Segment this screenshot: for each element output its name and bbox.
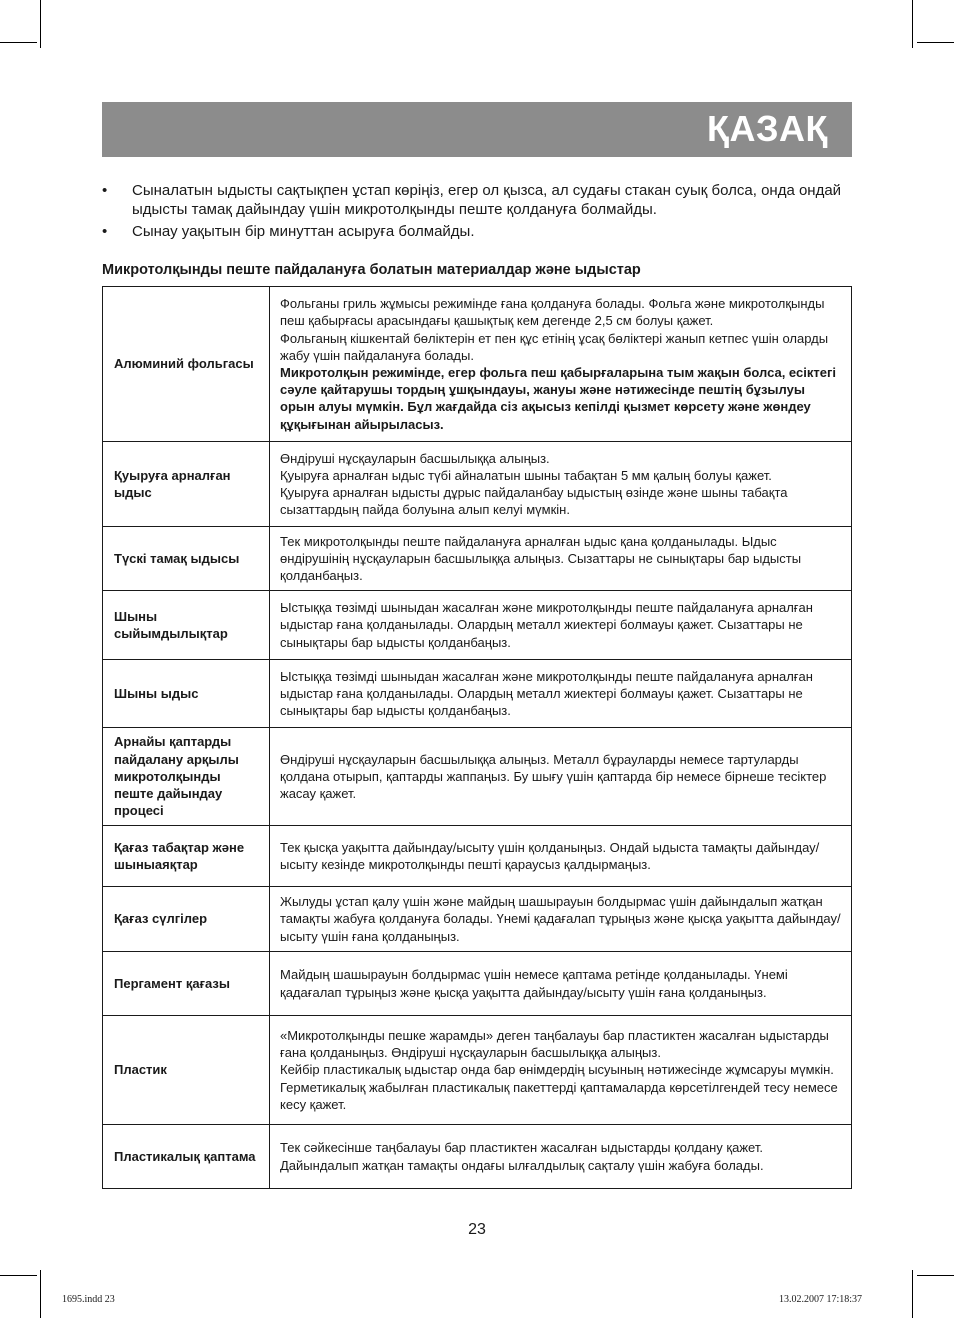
material-description [270,287,852,442]
crop-mark [912,0,913,48]
description-line: «Микротолқынды пешке жарамды» деген таңбалауы бар пластиктен жасалған ыдыстарды ғана қолданыңыз. Өндіруші нұсқауларын басшылыққа алыңыз. [280,1027,829,1061]
material-name: Қағаз сүлгілер [103,887,270,952]
material-name: Алюминий фольгасы [103,287,270,442]
material-description [270,1125,852,1189]
description-line: Ыстыққа төзімді шыныдан жасалған және микротолқынды пеште пайдалануға арналған ыдыстар ғана қолданылады. Олардың металл жиектері болмауы қажет. Сызаттары не сынықтары бар ыдысты қолданбаңыз. [280,600,813,650]
material-name: Пластик [103,1016,270,1125]
crop-mark [917,42,954,43]
table-row [103,442,852,527]
material-name: Қағаз табақтар және шыныаяқтар [103,826,270,887]
description-line: Қуыруға арналған ыдысты дұрыс пайдаланбау ыдыстың өзінде және шыны табақта сызаттардың пайда болуына алып келуі мүмкін. [280,485,788,518]
bullet-item [102,181,842,219]
description-line: Тек сәйкесінше таңбалауы бар пластиктен жасалған ыдыстарды қолдану қажет. Дайындалып жатқан тамақты ондағы ылғалдылық сақталу үшін жабуға болады. [280,1140,764,1173]
slug-file: 1695.indd 23 [62,1294,115,1305]
table-row [103,887,852,952]
description-line: Жылуды ұстап қалу үшін және майдың шашырауын болдырмас үшін дайындалып жатқан тамақты жабуға қолдануға болады. Үнемі қадағалап тұрыңыз және қысқа уақытта дайындау/ысыту үшін ғана қолданыңыз. [280,894,841,944]
materials-table [102,286,852,1189]
description-line: Герметикалық жабылған пластикалық пакеттерді қаптамаларда көрсетілгендей тесу немесе кесу қажет. [280,1079,838,1112]
bullet-text: Сыналатын ыдысты сақтықпен ұстап көріңіз, егер ол қызса, ал судағы стакан суық болса, онда ондай ыдысты тамақ дайындау үшін микротолқынды пеште қолдануға болмайды. [132,182,842,218]
material-description [270,660,852,728]
slug-datetime: 13.02.2007 17:18:37 [779,1294,863,1305]
description-line: Ыстыққа төзімді шыныдан жасалған және микротолқынды пеште пайдалануға арналған ыдыстар ғана қолданылады. Олардың металл жиектері болмауы қажет. Сызаттары не сынықтары бар ыдысты қолданбаңыз. [280,668,813,719]
bullet-mark: • [102,182,108,199]
section-heading: Микротолқынды пеште пайдалануға болатын материалдар және ыдыстар [102,262,641,278]
table-row [103,591,852,660]
page-number: 23 [468,1221,486,1238]
material-description [270,1016,852,1125]
language-title: ҚАЗАҚ [707,108,828,149]
description-line: Тек қысқа уақытта дайындау/ысыту үшін қолданыңыз. Ондай ыдыста тамақты дайындау/ысыту кезінде микротолқынды пешті қараусыз қалдырмаңыз. [280,839,820,872]
material-name: Түскі тамақ ыдысы [103,527,270,591]
bullet-item [102,222,842,241]
material-description [270,826,852,887]
bullet-list [102,181,842,244]
table-row [103,826,852,887]
materials-table-body [103,287,852,1189]
crop-mark [40,1270,41,1318]
description-line: Фольганың кішкентай бөліктерін ет пен құс етінің ұсақ бөліктері жанып кетпес үшін оларды жабу үшін пайдалануға болады. [280,330,829,363]
material-name: Пергамент қағазы [103,952,270,1016]
description-line: Тек микротолқынды пеште пайдалануға арналған ыдыс қана қолданылады. Ыдыс өндірушінің нұсқауларын басшылыққа алыңыз. Сызаттары не сынықтары бар ыдысты қолданбаңыз. [280,533,802,584]
material-description [270,591,852,660]
description-line: Фольганы гриль жұмысы режимінде ғана қолдануға болады. Фольга және микротолқынды пеш қабырғасы арасындағы қашықтық кем дегенде 2,5 см болуы қажет. [280,296,825,329]
crop-mark [0,42,37,43]
material-name: Пластикалық қаптама [103,1125,270,1189]
material-name: Шыны сыйымдылықтар [103,591,270,660]
material-description [270,527,852,591]
table-row [103,527,852,591]
description-line: Өндіруші нұсқауларын басшылыққа алыңыз. Металл бұрауларды немесе тартуларды қолдана отырып, қаптарды жаппаңыз. Бу шығу үшін қаптарда бір немесе бірнеше тесіктер жасау қажет. [280,751,827,802]
table-row [103,952,852,1016]
table-row [103,1016,852,1125]
material-description [270,728,852,826]
table-row [103,287,852,442]
table-row [103,1125,852,1189]
table-row [103,660,852,728]
description-line: Өндіруші нұсқауларын басшылыққа алыңыз. [280,450,550,466]
material-description [270,442,852,527]
crop-mark [917,1275,954,1276]
bullet-mark: • [102,223,108,240]
material-name: Қуыруға арналған ыдыс [103,442,270,527]
description-line: Кейбір пластикалық ыдыстар онда бар өнімдердің ысуының нәтижесінде жұмсаруы мүмкін. [280,1062,834,1078]
language-header-bar [102,102,852,157]
crop-mark [912,1270,913,1318]
description-line: Қуыруға арналған ыдыс түбі айналатын шыны табақтан 5 мм қалың болуы қажет. [280,467,772,483]
description-line: Майдың шашырауын болдырмас үшін немесе қаптама ретінде қолданылады. Үнемі қадағалап тұрыңыз және қысқа уақытта дайындау/ысыту үшін ғана қолданыңыз. [280,967,788,1000]
material-description [270,952,852,1016]
bullet-text: Сынау уақытын бір минуттан асыруға болмайды. [132,223,475,240]
material-name: Арнайы қаптарды пайдалану арқылы микротолқынды пеште дайындау процесі [103,728,270,826]
crop-mark [40,0,41,48]
material-description [270,887,852,952]
crop-mark [0,1275,37,1276]
table-row [103,728,852,826]
description-line: Микротолқын режимінде, егер фольга пеш қабырғаларына тым жақын болса, есіктегі сәуле қайтарушы тордың ұшқындауы, жануы және нәтижесінде пештің бұзылуы орын алуы мүмкін. Бұл жағдайда сіз ақысыз кепілді қызмет көрсету және жөндеу құқығынан айырыласыз. [280,365,836,432]
material-name: Шыны ыдыс [103,660,270,728]
